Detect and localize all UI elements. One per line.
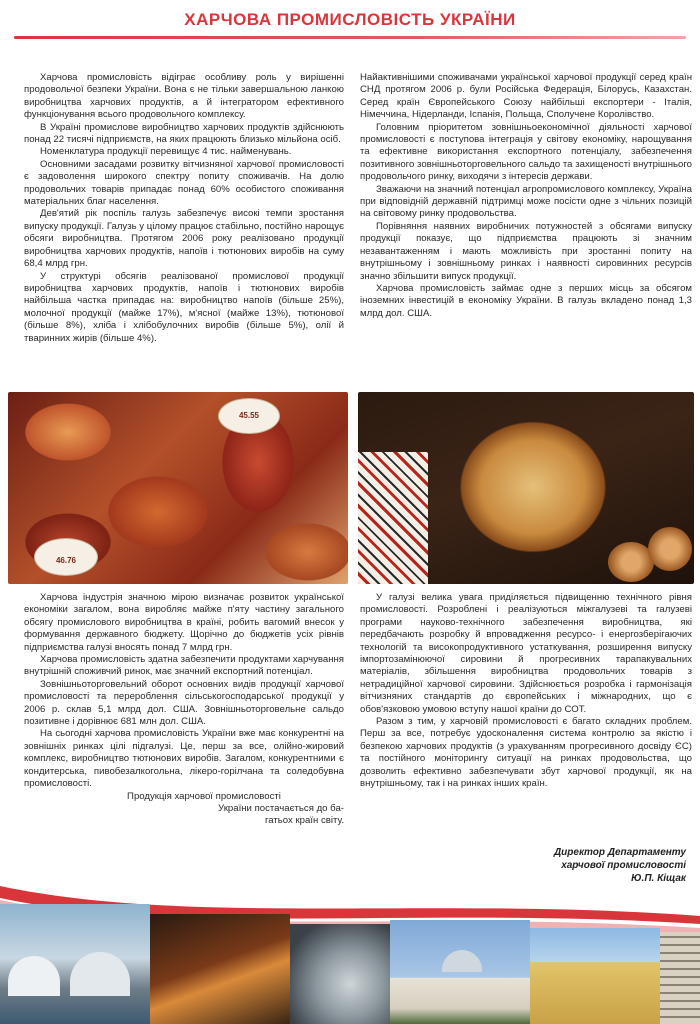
page-title: ХАРЧОВА ПРОМИСЛОВІСТЬ УКРАЇНИ — [184, 10, 516, 29]
industry-photo-collage — [0, 876, 700, 1024]
paragraph: Найактивнішими споживачами української харчової продукції серед країн СНД протягом 2006 р. були Російська Федерація, Білорусь, Казахстан. Серед країн Європейського Союзу найбільші експортери - Італія, Німеччина, Нідерланди, Іспанія, Польща, Сполучене Королівство. — [360, 72, 692, 121]
paragraph: Головним пріоритетом зовнішньоекономічної діяльності харчової промисловості є поступова інтеграція у світову економіку, нарощування та ефективне використання експортного потенціалу, забезпечення позитивного зовнішньоторговельного сальдо та захищеності внутрішнього продовольчого ринку, виходячи з інтересів держави. — [360, 121, 692, 183]
building-dome — [442, 950, 482, 972]
paragraph: Продукція харчової промисловості — [127, 790, 281, 802]
paragraph: Зважаючи на значний потенціал агропромислового комплексу, Україна при відповідній державній підтримці може посісти одне з чільних позицій на світовому ринку продовольства. — [360, 183, 692, 220]
sausage-products-photo — [8, 392, 348, 584]
silo-dome — [70, 952, 130, 996]
government-building-image — [390, 920, 530, 1024]
author-name: Ю.П. Кіщак — [631, 873, 686, 884]
paragraph: Разом з тим, у харчовій промисловості є багато складних проблем. Перш за все, потребує удосконалення система контролю за якістю і безпекою харчових продуктів (з урахуванням прогресивного досвіду ЄС) та постійного моніторингу ситуації на ринках продовольства, що дозволить ефективно забезпечувати збут харчової продукції, як на внутрішньому, так і на ринках інших країн. — [360, 716, 692, 790]
export-note — [24, 791, 344, 828]
price-tag: 46.76 — [34, 538, 98, 576]
embroidered-towel — [358, 452, 428, 584]
silo-dome — [8, 956, 60, 996]
text-column-2 — [360, 72, 692, 320]
bagel — [648, 527, 692, 571]
text-column-3 — [24, 592, 344, 828]
paragraph: Номенклатура продукції перевищує 4 тис. найменувань. — [40, 146, 292, 158]
port-silos-image — [0, 904, 150, 1024]
paragraph: Порівняння наявних виробничих потужностей з обсягами випуску продукції показує, що підприємства працюють зі значним незавантаженням і мають можливість при зростанні попиту на внутрішньому і зовнішньому ринках і наявності сировинних ресурсів значно збільшити випуск продукції. — [360, 220, 692, 282]
office-building-image — [660, 932, 700, 1024]
wheat-field-image — [530, 928, 660, 1024]
paragraph: України постачається до ба- — [218, 802, 344, 814]
factory-worker-image — [150, 914, 290, 1024]
paragraph: На сьогодні харчова промисловість України вже має конкурентні на зовнішніх ринках цілі підгалузі. Це, перш за все, олійно-жировий комплекс, виробництво тютюнових виробів. Загалом, конкурентними є кондитерська, пивобезалкогольна, лікеро-горілчана та соледобувна промисловості. — [24, 728, 344, 790]
paragraph: Зовнішньоторговельний оборот основних видів продукції харчової промисловості та перероблення сільськогосподарської продукції у 2006 р. склав 5,1 млрд дол. США. Зовнішньоторговельне сальдо позитивне і дорівнює 681 млн дол. США. — [24, 678, 344, 728]
paragraph: Харчова промисловість здатна забезпечити продуктами харчування внутрішній споживчий ринок, має значний експортний потенціал. — [24, 654, 344, 678]
paragraph: гатьох країн світу. — [264, 815, 344, 827]
paragraph: Харчова промисловість відіграє особливу роль у вирішенні продовольчої безпеки України. Вона є не тільки завершальною ланкою виробництва харчових продуктів, а й інтегратором ефективного функціонування всього продовольчого комплексу. — [24, 72, 344, 121]
paragraph: У структурі обсягів реалізованої промислової продукції виробництва харчових продуктів, напоїв і тютюнових виробів найбільша частка припадає на: виробництво напоїв (більше 25%), молочної продукції (майже 17%), м'ясної (майже 13%), тютюнової (більше 8%), хліба і хлібобулочних виробів (більше 5%), олії й тваринних жирів (більше 4%). — [24, 270, 344, 344]
text-column-4 — [360, 592, 692, 791]
text-column-1 — [24, 72, 344, 345]
decorated-bread-photo — [358, 392, 694, 584]
paragraph: Основними засадами розвитку вітчизняної харчової промисловості є задоволення широкого спектру попиту споживачів. На долю продовольчих товарів припадає понад 60% особистого споживання матеріальних благ населення. — [24, 158, 344, 208]
paragraph: У галузі велика увага приділяється підвищенню технічного рівня промисловості. Розроблені і реалізуються міжгалузеві та галузеві програми науково-технічного забезпечення виробництва, які передбачають розробку й впровадження ресурсо- і енергозберігаючих технологій та високопродуктивного устаткування, розширення випуску імпортозамінюючої сировини й прогресивних тарапакувальних матеріалів, збільшення виробництва продовольчих товарів з нетрадиційної харчової сировини. Здійснюється розробка і гармонізація вітчизняних стандартів до європейських і міжнародних, що є обов'язковою умовою вступу нашої країни до СОТ. — [360, 592, 692, 715]
paragraph: В Україні промислове виробництво харчових продуктів здійснюють понад 22 тисячі підприємств, на яких працюють близько мільйона осіб. — [24, 121, 344, 146]
title-divider — [14, 36, 686, 39]
author-department: харчової промисловості — [561, 860, 686, 871]
paragraph: Харчова промисловість займає одне з перших місць за обсягом іноземних інвестицій в економіку України. В галузь вкладено понад 1,3 млрд дол. США. — [360, 282, 692, 319]
author-position: Директор Департаменту — [553, 847, 686, 858]
industrial-machine-image — [290, 924, 390, 1024]
price-tag: 45.55 — [218, 398, 280, 434]
paragraph: Харчова індустрія значною мірою визначає розвиток української економіки загалом, вона виробляє майже п'яту частину загального обсягу промислового виробництва в країні, робить вагомий внесок у формування державного бюджету. Щорічно до бюджетів усіх рівнів підприємства галузі вносять понад 7 млрд грн. — [24, 592, 344, 653]
paragraph: Дев'ятий рік поспіль галузь забезпечує високі темпи зростання випуску продукції. Галузь у цілому працює стабільно, постійно нарощує обсяги виробництва. Протягом 2006 року реалізовано продукції виробництва харчових продуктів, напоїв і тютюнових виробів на суму 68,4 млрд грн. — [24, 208, 344, 270]
